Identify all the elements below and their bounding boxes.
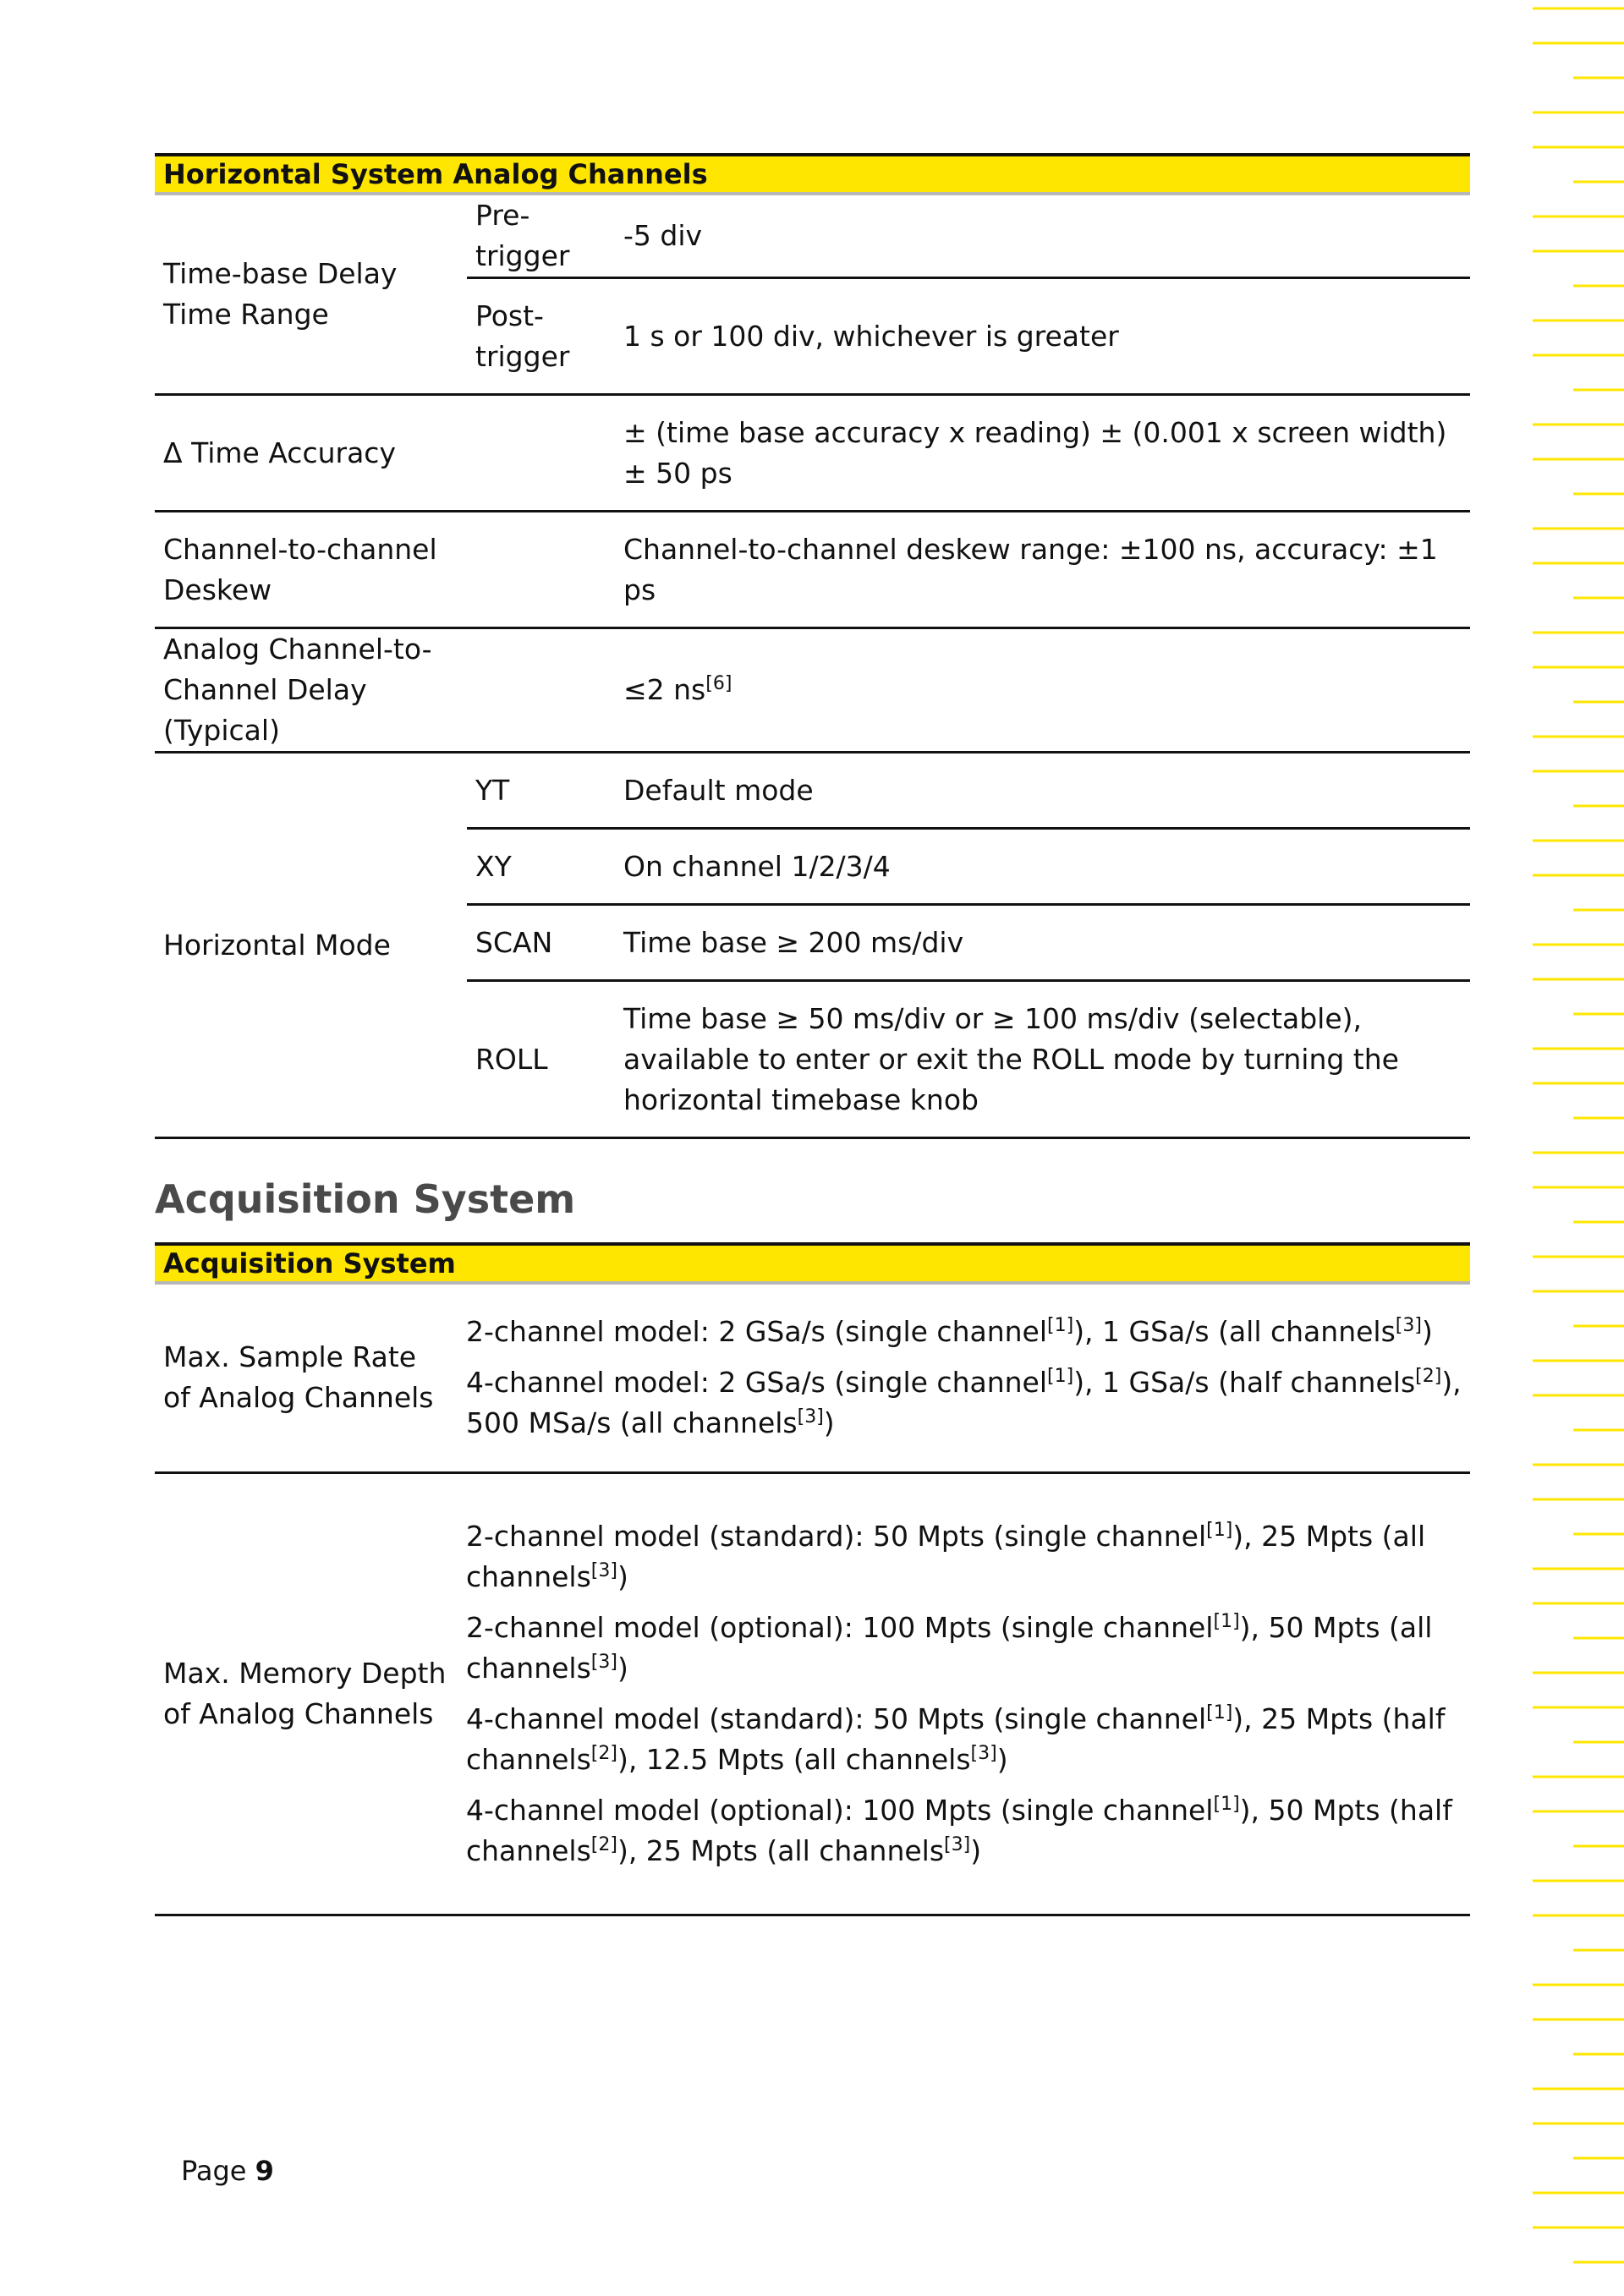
- footnote-ref: [3]: [1395, 1315, 1422, 1337]
- row-value: 1 s or 100 div, whichever is greater: [615, 278, 1470, 395]
- footnote-ref: [1]: [1047, 1366, 1074, 1388]
- value-text: 4-channel model (optional): 100 Mpts (single channel: [466, 1793, 1214, 1827]
- value-text: 4-channel model: 2 GSa/s (single channel: [466, 1366, 1048, 1400]
- horizontal-spec-table: [155, 195, 1470, 1139]
- row-sublabel: Post-trigger: [467, 278, 615, 395]
- row-sublabel: [467, 512, 615, 628]
- footnote-ref: [2]: [590, 1833, 617, 1855]
- page-label: Page: [181, 2155, 247, 2187]
- value-line: [466, 1790, 1462, 1871]
- footnote-ref: [1]: [1206, 1701, 1233, 1723]
- value-text: 4-channel model (standard): 50 Mpts (single channel: [466, 1701, 1207, 1735]
- table-row: [155, 1472, 1470, 1915]
- footnote-ref: [1]: [1047, 1315, 1074, 1337]
- value-text: ), 500 MSa/s (all channels: [466, 1366, 1462, 1440]
- footnote-ref: [1]: [1213, 1610, 1240, 1632]
- decorative-margin-lines: [1529, 0, 1624, 2296]
- value-text: 2-channel model (standard): 50 Mpts (single channel: [466, 1519, 1207, 1553]
- value-text: ), 25 Mpts (all channels: [617, 1833, 945, 1867]
- row-sublabel: YT: [467, 753, 615, 829]
- value-text: ): [1421, 1315, 1433, 1349]
- table-row: [155, 753, 1470, 829]
- table-row: [155, 1285, 1470, 1472]
- footnote-ref: [3]: [590, 1559, 617, 1581]
- value-line: [466, 1608, 1462, 1689]
- value-line: [466, 1699, 1462, 1780]
- footnote-ref: [2]: [590, 1742, 617, 1764]
- row-sublabel: SCAN: [467, 905, 615, 981]
- row-value: [458, 1285, 1470, 1472]
- row-value: Channel-to-channel deskew range: ±100 ns, accuracy: ±1 ps: [615, 512, 1470, 628]
- row-sublabel: Pre-trigger: [467, 195, 615, 278]
- row-value: [458, 1472, 1470, 1915]
- value-text: ), 50 Mpts (all channels: [466, 1610, 1433, 1685]
- row-label: Channel-to-channel Deskew: [155, 512, 467, 628]
- value-text: ), 25 Mpts (all channels: [466, 1519, 1426, 1593]
- row-value: On channel 1/2/3/4: [615, 829, 1470, 905]
- footnote-ref: [3]: [797, 1406, 824, 1428]
- row-sublabel: ROLL: [467, 981, 615, 1138]
- value-text: ), 1 GSa/s (all channels: [1073, 1315, 1396, 1349]
- row-value: [615, 628, 1470, 753]
- value-text: 2-channel model (optional): 100 Mpts (single channel: [466, 1610, 1214, 1644]
- row-label: Horizontal Mode: [155, 753, 467, 1138]
- row-label: Analog Channel-to-Channel Delay (Typical): [155, 628, 467, 753]
- value-line: [466, 1312, 1462, 1352]
- value-text: ), 25 Mpts (half channels: [466, 1701, 1446, 1776]
- footnote-ref: [2]: [1415, 1366, 1442, 1388]
- row-label: Time-base Delay Time Range: [155, 195, 467, 395]
- row-label: Δ Time Accuracy: [155, 395, 467, 512]
- value-text: ): [996, 1742, 1008, 1776]
- page-number: [181, 2155, 274, 2187]
- row-label: Max. Memory Depth of Analog Channels: [155, 1472, 458, 1915]
- horizontal-table-header: Horizontal System Analog Channels: [155, 153, 1470, 195]
- acquisition-table-header: Acquisition System: [155, 1242, 1470, 1285]
- table-row: [155, 195, 1470, 278]
- footnote-ref: [1]: [1206, 1519, 1233, 1541]
- value-text: 2-channel model: 2 GSa/s (single channel: [466, 1315, 1048, 1349]
- value-text: ): [970, 1833, 982, 1867]
- row-sublabel: XY: [467, 829, 615, 905]
- footnote-ref: [1]: [1213, 1793, 1240, 1815]
- value-text: ), 12.5 Mpts (all channels: [617, 1742, 971, 1776]
- value-text: ): [617, 1559, 628, 1593]
- page-number-value: 9: [255, 2155, 274, 2187]
- footnote-ref: [3]: [970, 1742, 997, 1764]
- row-value: ± (time base accuracy x reading) ± (0.001 x screen width) ± 50 ps: [615, 395, 1470, 512]
- table-row: [155, 395, 1470, 512]
- table-row: [155, 628, 1470, 753]
- value-line: [466, 1362, 1462, 1444]
- row-sublabel: [467, 395, 615, 512]
- footnote-ref: [3]: [944, 1833, 971, 1855]
- footnote-ref: [6]: [705, 673, 732, 694]
- value-text: ), 50 Mpts (half channels: [466, 1793, 1452, 1867]
- acquisition-spec-table: [155, 1285, 1470, 1916]
- value-text: ≤2 ns: [623, 673, 706, 706]
- value-text: ): [617, 1651, 628, 1685]
- table-row: [155, 512, 1470, 628]
- value-text: ), 1 GSa/s (half channels: [1073, 1366, 1416, 1400]
- value-line: [466, 1516, 1462, 1597]
- row-value: Default mode: [615, 753, 1470, 829]
- section-heading: Acquisition System: [155, 1176, 576, 1222]
- row-value: -5 div: [615, 195, 1470, 278]
- row-label: Max. Sample Rate of Analog Channels: [155, 1285, 458, 1472]
- row-value: Time base ≥ 200 ms/div: [615, 905, 1470, 981]
- row-sublabel: [467, 628, 615, 753]
- value-text: ): [823, 1406, 835, 1440]
- document-content: [155, 153, 1470, 1916]
- row-value: Time base ≥ 50 ms/div or ≥ 100 ms/div (selectable), available to enter or exit the ROLL mode by turning the horizontal timebase knob: [615, 981, 1470, 1138]
- footnote-ref: [3]: [590, 1651, 617, 1673]
